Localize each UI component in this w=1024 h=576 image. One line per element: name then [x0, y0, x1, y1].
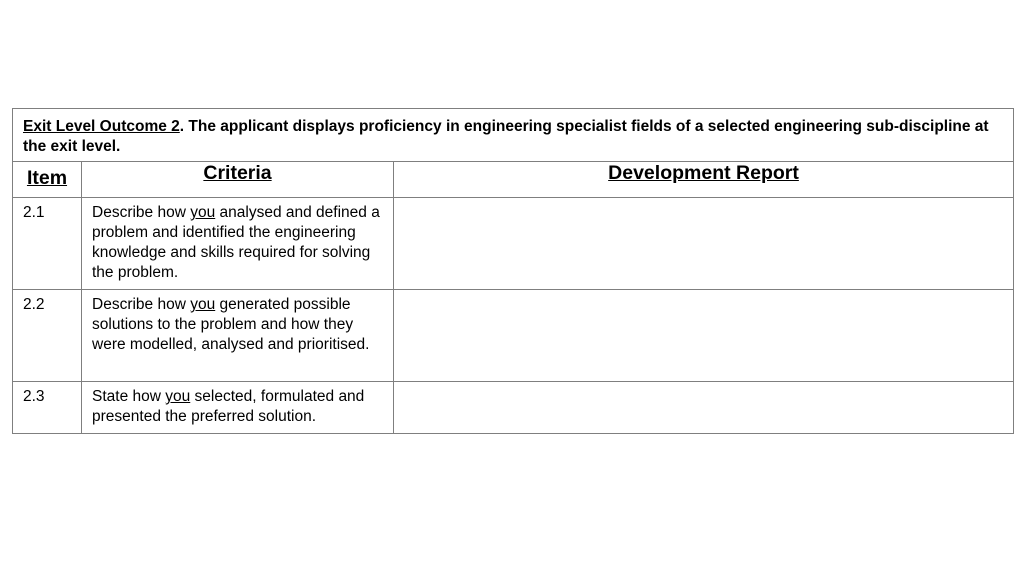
- table-row: [13, 198, 1014, 290]
- outcome-title-row: [13, 109, 1014, 162]
- criteria-text: [82, 382, 394, 434]
- item-number: 2.2: [13, 290, 82, 382]
- table-row: [13, 382, 1014, 434]
- criteria-text-part: Describe how: [92, 204, 191, 221]
- table-row: [13, 290, 1014, 382]
- development-report-cell[interactable]: [394, 382, 1014, 434]
- development-report-cell[interactable]: [394, 290, 1014, 382]
- item-header: Item: [13, 162, 82, 198]
- exit-level-outcome-table: [12, 108, 1014, 434]
- outcome-title: [13, 109, 1014, 162]
- header-row: [13, 162, 1014, 198]
- item-number: 2.1: [13, 198, 82, 290]
- development-report-cell[interactable]: [394, 198, 1014, 290]
- criteria-text-part: generated possible solutions to the problem and how they were modelled, analysed and prioritised.: [92, 296, 370, 353]
- criteria-text-part: State how: [92, 388, 166, 405]
- criteria-text-part: Describe how: [92, 296, 191, 313]
- criteria-text-part: analysed and defined a problem and identified the engineering knowledge and skills required for solving the problem.: [92, 204, 380, 281]
- criteria-text-part: selected, formulated and presented the preferred solution.: [92, 388, 365, 425]
- criteria-text: [82, 290, 394, 382]
- item-number: 2.3: [13, 382, 82, 434]
- criteria-text: [82, 198, 394, 290]
- criteria-emphasis: you: [165, 388, 191, 405]
- criteria-emphasis: you: [190, 296, 216, 313]
- development-report-header: Development Report: [394, 162, 1014, 198]
- outcome-text: . The applicant displays proficiency in engineering specialist fields of a selected engineering sub-discipline at the exit level.: [23, 118, 989, 155]
- criteria-emphasis: you: [190, 204, 216, 221]
- outcome-label: Exit Level Outcome 2: [23, 118, 180, 135]
- criteria-header: Criteria: [82, 162, 394, 198]
